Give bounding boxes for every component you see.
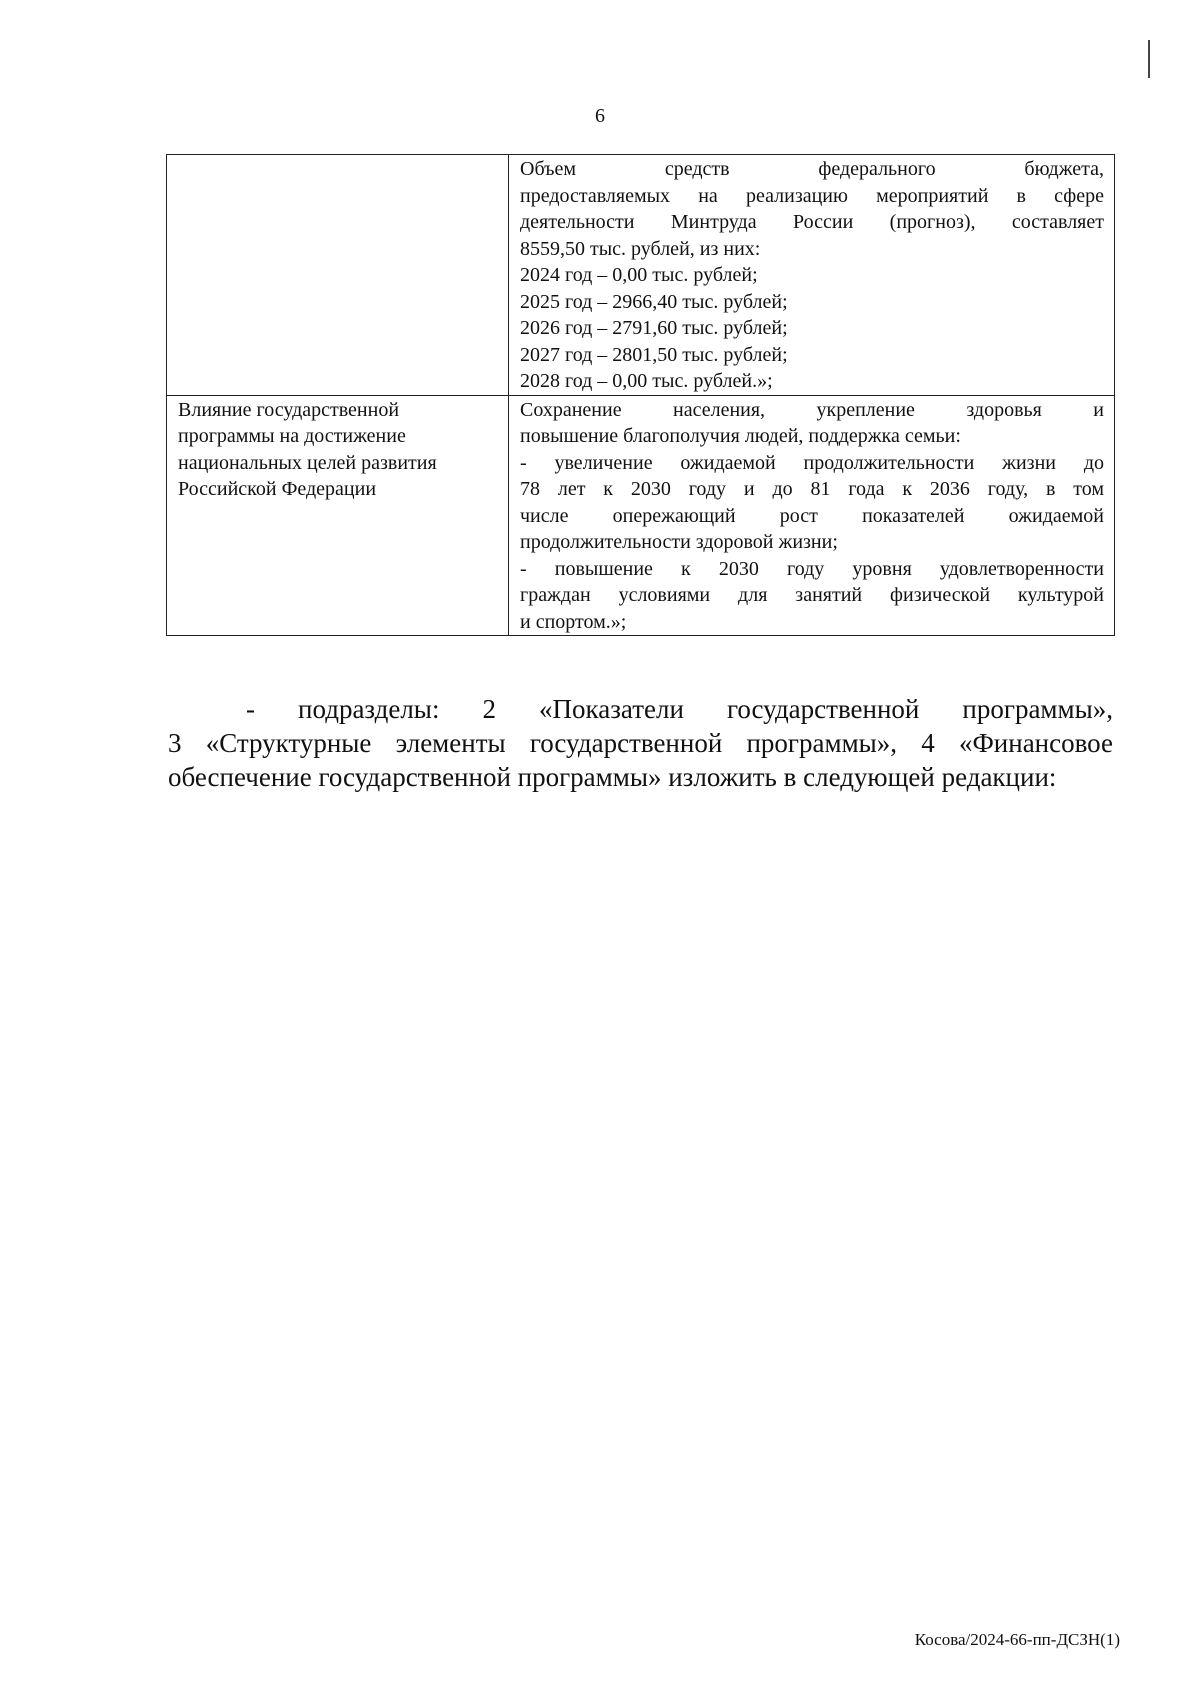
cell-line: предоставляемых на реализацию мероприятий в сфере	[520, 184, 1104, 207]
cell-line: повышение благополучия людей, поддержка семьи:	[520, 425, 961, 447]
cell-line: 2025 год – 2966,40 тыс. рублей;	[520, 290, 788, 313]
paragraph-line: - подразделы: 2 «Показатели государственной программы»,	[246, 694, 1113, 724]
cell-line: 2026 год – 2791,60 тыс. рублей;	[520, 317, 788, 339]
cell-line: 2028 год – 0,00 тыс. рублей.»;	[520, 370, 773, 392]
cell-line: 8559,50 тыс. рублей, из них:	[520, 237, 761, 260]
cell-line: Объем средств федерального бюджета,	[520, 158, 1104, 180]
cell-line: - повышение к 2030 году уровня удовлетворенности	[520, 557, 1104, 580]
page-number: 6	[595, 105, 605, 127]
cell-line: деятельности Минтруда России (прогноз), составляет	[520, 211, 1104, 233]
cell-line: граждан условиями для занятий физической культурой	[520, 584, 1104, 606]
cell-line: 78 лет к 2030 году и до 81 года к 2036 году, в том	[520, 478, 1104, 500]
paragraph-line: обеспечение государственной программы» изложить в следующей редакции:	[168, 762, 1057, 792]
cell-line: 2027 год – 2801,50 тыс. рублей;	[520, 343, 788, 366]
cell-line: и спортом.»;	[520, 610, 627, 633]
table-row	[167, 155, 1115, 396]
table-cell-label-empty	[167, 155, 509, 396]
cell-line: 2024 год – 0,00 тыс. рублей;	[520, 264, 758, 286]
table-row	[167, 395, 1115, 636]
cell-line: национальных целей развития	[178, 451, 437, 474]
passport-table	[166, 154, 1115, 636]
scan-margin-mark	[1148, 40, 1150, 78]
cell-line: числе опережающий рост показателей ожидаемой	[520, 504, 1104, 527]
cell-line: Влияние государственной	[178, 398, 400, 421]
cell-line: Российской Федерации	[178, 478, 377, 500]
cell-line: продолжительности здоровой жизни;	[520, 531, 838, 553]
table-cell-national-goals-text	[509, 395, 1115, 636]
table-cell-national-goals-label	[167, 395, 509, 636]
cell-line: Сохранение населения, укрепление здоровья и	[520, 398, 1104, 421]
amendment-paragraph	[168, 692, 1113, 794]
table-cell-federal-budget	[509, 155, 1115, 396]
paragraph-line: 3 «Структурные элементы государственной программы», 4 «Финансовое	[168, 728, 1113, 758]
document-code: Косова/2024-66-пп-ДСЗН(1)	[914, 1630, 1120, 1649]
cell-line: программы на достижение	[178, 425, 406, 447]
cell-line: - увеличение ожидаемой продолжительности жизни до	[520, 451, 1104, 474]
